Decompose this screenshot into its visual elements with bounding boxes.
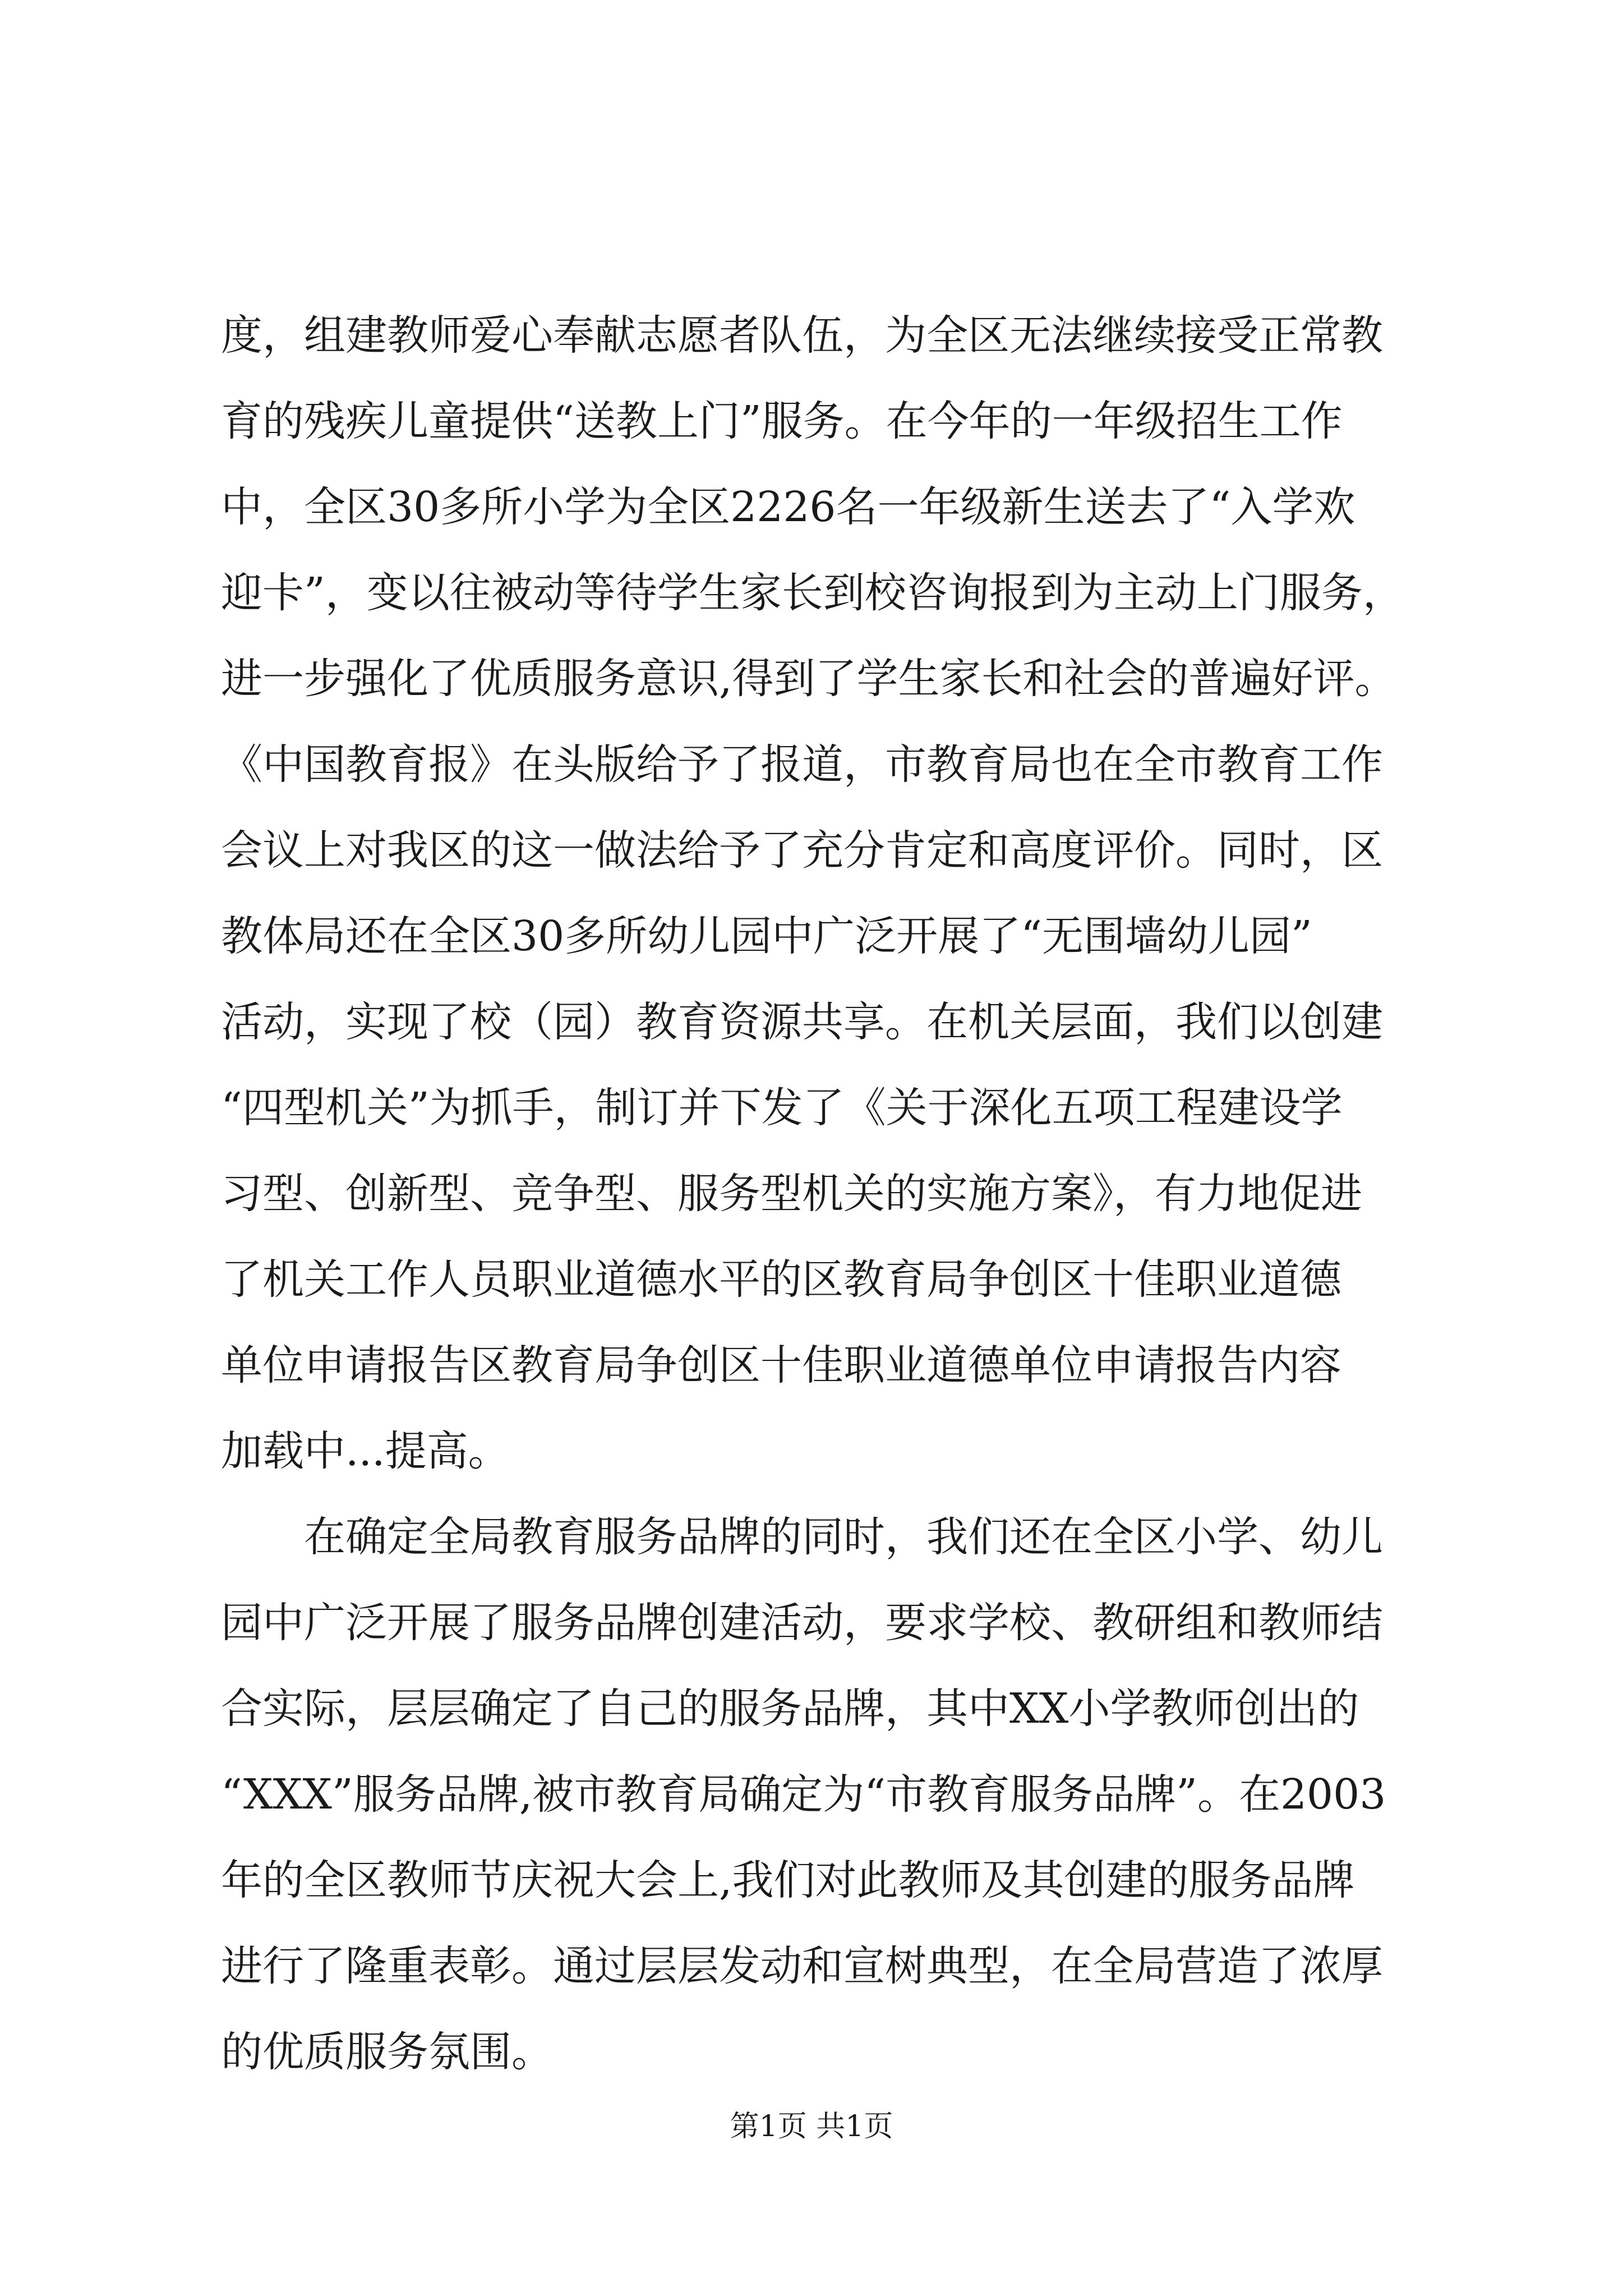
text-line: 中，全区30多所小学为全区2226名一年级新生送去了“入学欢 (221, 483, 1355, 531)
text-line: 的优质服务氛围。 (221, 2028, 553, 2076)
text-line: 习型、创新型、竞争型、服务型机关的实施方案》，有力地促进 (221, 1170, 1362, 1218)
text-line: 在确定全局教育服务品牌的同时，我们还在全区小学、幼儿 (221, 1513, 1383, 1561)
text-line: 进行了隆重表彰。通过层层发动和宣树典型，在全局营造了浓厚 (221, 1942, 1383, 1990)
text-line: 教体局还在全区30多所幼儿园中广泛开展了“无围墙幼儿园” (221, 912, 1312, 960)
text-line: 园中广泛开展了服务品牌创建活动，要求学校、教研组和教师结 (221, 1599, 1383, 1647)
text-line: 加载中...提高。 (221, 1427, 510, 1475)
text-line: 活动，实现了校（园）教育资源共享。在机关层面，我们以创建 (221, 998, 1383, 1046)
text-line: 迎卡”，变以往被动等待学生家长到校咨询报到为主动上门服务， (221, 569, 1404, 617)
text-line: 育的残疾儿童提供“送教上门”服务。在今年的一年级招生工作 (221, 397, 1343, 445)
text-line: 了机关工作人员职业道德水平的区教育局争创区十佳职业道德 (221, 1255, 1341, 1304)
text-line: 单位申请报告区教育局争创区十佳职业道德单位申请报告内容 (221, 1341, 1341, 1389)
page-number-footer: 第1页 共1页 (730, 2110, 893, 2143)
text-line: 《中国教育报》在头版给予了报道，市教育局也在全市教育工作 (221, 740, 1383, 789)
paragraph-1 (221, 293, 1421, 1494)
text-line: “四型机关”为抓手，制订并下发了《关于深化五项工程建设学 (221, 1084, 1343, 1132)
text-line: 进一步强化了优质服务意识,得到了学生家长和社会的普遍好评。 (221, 655, 1396, 703)
text-line: 合实际，层层确定了自己的服务品牌，其中XX小学教师创出的 (221, 1685, 1359, 1733)
text-line: 度，组建教师爱心奉献志愿者队伍，为全区无法继续接受正常教 (221, 311, 1383, 360)
text-line: 年的全区教师节庆祝大会上,我们对此教师及其创建的服务品牌 (221, 1856, 1355, 1904)
document-body (221, 293, 1421, 2095)
text-line: “XXX”服务品牌,被市教育局确定为“市教育服务品牌”。在2003 (221, 1770, 1386, 1819)
text-line: 会议上对我区的这一做法给予了充分肯定和高度评价。同时，区 (221, 826, 1383, 875)
paragraph-2 (221, 1494, 1421, 2095)
